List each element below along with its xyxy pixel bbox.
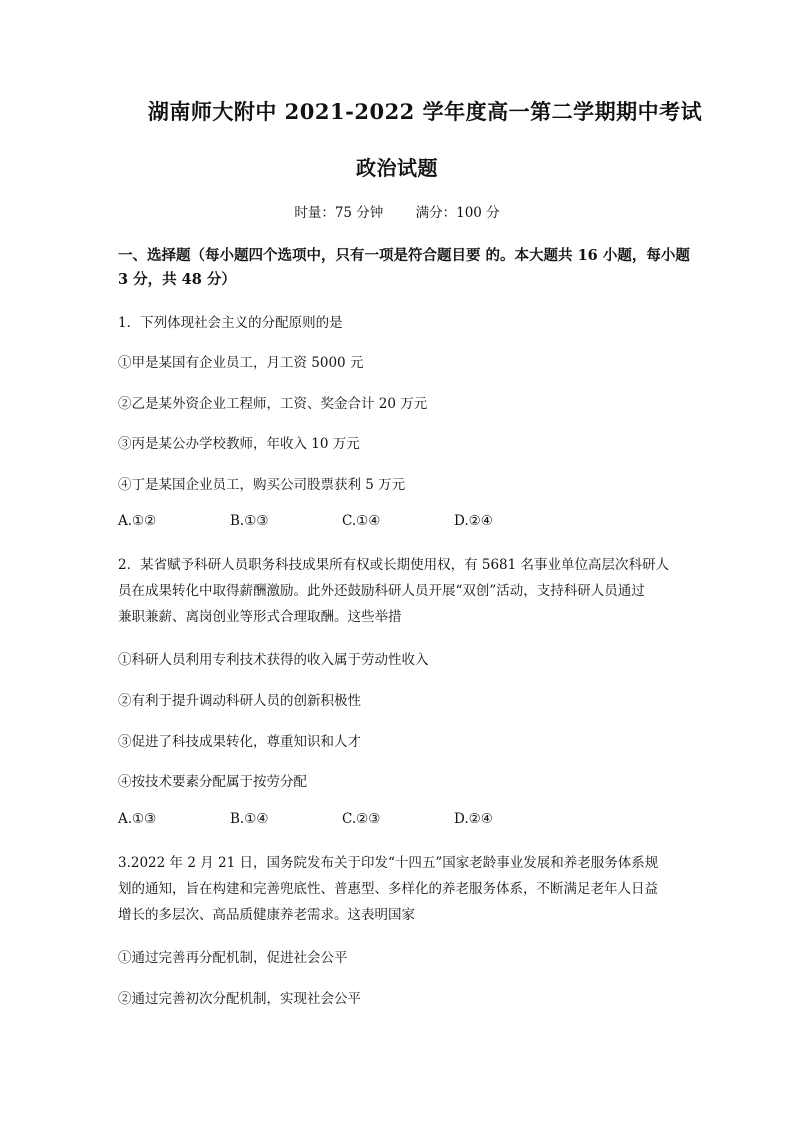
q2-stem-line2: 员在成果转化中取得薪酬激励。此外还鼓励科研人员开展“双创”活动，支持科研人员通过	[118, 583, 645, 599]
q2-stem-line1: 2．某省赋予科研人员职务科技成果所有权或长期使用权，有 5681 名事业单位高层次科研人	[118, 557, 670, 573]
q1-option-b: B.①③	[230, 513, 269, 529]
q2-option-a: A.①③	[118, 811, 157, 827]
q2-option-b: B.①④	[230, 811, 269, 827]
q1-option-a: A.①②	[118, 513, 157, 529]
q1-item-4: ④丁是某国企业员工，购买公司股票获利 5 万元	[118, 477, 406, 493]
time-limit: 时量：75 分钟	[294, 205, 384, 221]
q3-item-2: ②通过完善初次分配机制，实现社会公平	[118, 991, 361, 1007]
q1-item-2: ②乙是某外资企业工程师，工资、奖金合计 20 万元	[118, 396, 428, 412]
section-heading-line2: 3 分，共 48 分）	[118, 271, 236, 288]
q2-item-4: ④按技术要素分配属于按劳分配	[118, 774, 307, 790]
exam-meta	[0, 201, 794, 221]
q2-stem-line3: 兼职兼薪、离岗创业等形式合理取酬。这些举措	[118, 609, 402, 625]
exam-subtitle: 政治试题	[356, 156, 438, 180]
q2-options	[118, 811, 566, 827]
q3-stem-line2: 划的通知，旨在构建和完善兜底性、普惠型、多样化的养老服务体系，不断满足老年人日益	[118, 881, 658, 897]
exam-title: 湖南师大附中 2021-2022 学年度高一第二学期期中考试	[147, 99, 703, 124]
q1-options	[118, 513, 566, 529]
q3-stem-line1: 3.2022 年 2 月 21 日，国务院发布关于印发“十四五”国家老龄事业发展和养老服务体系规	[118, 855, 659, 871]
q3-stem-line3: 增长的多层次、高品质健康养老需求。这表明国家	[118, 907, 415, 923]
q1-item-3: ③丙是某公办学校教师，年收入 10 万元	[118, 436, 360, 452]
q3-item-1: ①通过完善再分配机制，促进社会公平	[118, 950, 348, 966]
q2-option-c: C.②③	[342, 811, 381, 827]
q2-item-3: ③促进了科技成果转化，尊重知识和人才	[118, 734, 361, 750]
q2-item-2: ②有利于提升调动科研人员的创新积极性	[118, 693, 361, 709]
full-score: 满分：100 分	[415, 205, 500, 221]
q2-item-1: ①科研人员利用专利技术获得的收入属于劳动性收入	[118, 652, 429, 668]
q2-option-d: D.②④	[454, 811, 493, 827]
q1-option-c: C.①④	[342, 513, 381, 529]
q1-stem: 1．下列体现社会主义的分配原则的是	[118, 315, 343, 331]
section-heading-line1: 一、选择题（每小题四个选项中，只有一项是符合题目要 的。本大题共 16 小题，每小题	[118, 247, 690, 264]
q1-item-1: ①甲是某国有企业员工，月工资 5000 元	[118, 355, 364, 371]
q1-option-d: D.②④	[454, 513, 493, 529]
